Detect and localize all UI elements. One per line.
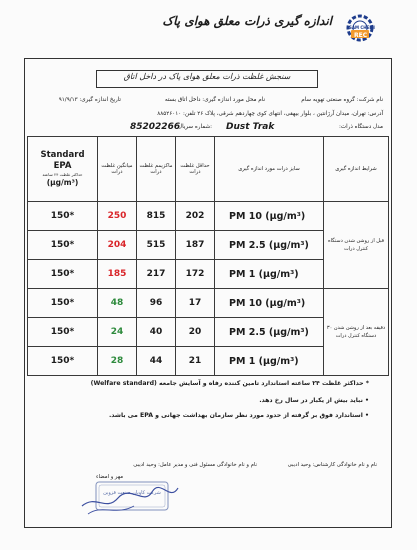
company-stamp-icon bbox=[78, 476, 180, 518]
stamp-text: شرکت کاوبان صنعت قزوین bbox=[103, 490, 161, 496]
header-parameter: سایز ذرات مورد اندازه گیری bbox=[215, 137, 324, 202]
avg-cell: 48 bbox=[98, 289, 137, 318]
table-row bbox=[28, 202, 389, 231]
logo-text: SAM CHEMI bbox=[349, 25, 375, 30]
serial-value: 85202266 bbox=[130, 122, 181, 132]
standard-cell: 150* bbox=[28, 347, 98, 376]
header-standard-epa: EPA bbox=[53, 161, 72, 171]
max-cell: 217 bbox=[137, 260, 176, 289]
max-cell: 815 bbox=[137, 202, 176, 231]
location-line: نام محل مورد اندازه گیری: داخل اتاق بسته bbox=[164, 97, 265, 103]
table-row bbox=[28, 289, 389, 318]
seal-label: مهر و امضاء bbox=[96, 474, 124, 480]
min-cell: 172 bbox=[176, 260, 215, 289]
standard-cell: 150* bbox=[28, 231, 98, 260]
date-line: تاریخ اندازه گیری: ۹۱/۹/۱۳ bbox=[58, 97, 121, 103]
min-cell: 187 bbox=[176, 231, 215, 260]
min-cell: 17 bbox=[176, 289, 215, 318]
parameter-cell: PM 1 (μg/m³) bbox=[215, 260, 324, 289]
note-standard: * حداکثر غلظت ۲۴ ساعته استاندارد تامین کننده رفاه و آسایش جامعه (Welfare standard) bbox=[90, 380, 369, 387]
document-title: سنجش غلظت ذرات معلق هوای پاک در داخل اتاق bbox=[123, 72, 291, 81]
parameter-cell: PM 2.5 (μg/m³) bbox=[215, 231, 324, 260]
serial-label: شماره سریال: bbox=[178, 124, 213, 130]
header-avg: میانگین غلظت ذرات bbox=[98, 137, 137, 202]
brand-name: اندازه گیری ذرات معلق هوای پاک bbox=[162, 14, 332, 28]
min-cell: 21 bbox=[176, 347, 215, 376]
manager-signature: نام و نام خانوادگی مسئول فنی و مدیر عامل: وحید ادیبی bbox=[133, 462, 257, 468]
max-cell: 44 bbox=[137, 347, 176, 376]
parameter-cell: PM 2.5 (μg/m³) bbox=[215, 318, 324, 347]
max-cell: 515 bbox=[137, 231, 176, 260]
avg-cell: 24 bbox=[98, 318, 137, 347]
min-cell: 202 bbox=[176, 202, 215, 231]
max-cell: 96 bbox=[137, 289, 176, 318]
condition-before: قبل از روشن شدن دستگاه کنترل ذرات bbox=[324, 202, 389, 289]
header-standard-note: حداکثر غلظت ۲۴ ساعته bbox=[42, 172, 83, 177]
parameter-cell: PM 1 (μg/m³) bbox=[215, 347, 324, 376]
header-conditions: شرایط اندازه گیری bbox=[324, 137, 389, 202]
parameter-cell: PM 10 (μg/m³) bbox=[215, 289, 324, 318]
condition-after: ۳۰ دقیقه بعد از روشن شدن دستگاه کنترل ذرات bbox=[324, 289, 389, 376]
header-min: حداقل غلظت ذرات bbox=[176, 137, 215, 202]
avg-cell: 28 bbox=[98, 347, 137, 376]
svg-text:REC: REC bbox=[354, 32, 368, 39]
standard-cell: 150* bbox=[28, 260, 98, 289]
header-max: ماکزیمم غلظت ذرات bbox=[137, 137, 176, 202]
header-standard-unit: (μg/m³) bbox=[46, 178, 79, 187]
measurement-table bbox=[27, 136, 389, 376]
table-header-row bbox=[28, 137, 389, 202]
header-standard-title: Standard bbox=[40, 150, 85, 160]
standard-cell: 150* bbox=[28, 318, 98, 347]
max-cell: 40 bbox=[137, 318, 176, 347]
min-cell: 20 bbox=[176, 318, 215, 347]
avg-cell: 204 bbox=[98, 231, 137, 260]
avg-cell: 250 bbox=[98, 202, 137, 231]
device-model: Dust Trak bbox=[226, 122, 275, 132]
header-standard bbox=[28, 137, 98, 202]
avg-cell: 185 bbox=[98, 260, 137, 289]
note-frequency: • نباید بیش از یکبار در سال رخ دهد. bbox=[259, 397, 369, 404]
standard-cell: 150* bbox=[28, 202, 98, 231]
device-label: مدل دستگاه ذرات: bbox=[338, 124, 383, 130]
expert-signature: نام و نام خانوادگی کارشناس: وحید ادیبی bbox=[287, 462, 377, 468]
parameter-cell: PM 10 (μg/m³) bbox=[215, 202, 324, 231]
standard-cell: 150* bbox=[28, 289, 98, 318]
company-line: نام شرکت: گروه صنعتی تهویه سام bbox=[301, 97, 383, 103]
note-source: • استاندارد فوق بر گرفته از حدود مورد نظر سازمان بهداشت جهانی و EPA می باشد. bbox=[108, 412, 369, 419]
address-line: آدرس: تهران، میدان آرژانتین ، بلوار بیهقی، انتهای کوی چهاردهم شرقی، پلاک ۲۶ تلفن: ۸۸۵۲۶۰۱۰ bbox=[157, 111, 383, 117]
